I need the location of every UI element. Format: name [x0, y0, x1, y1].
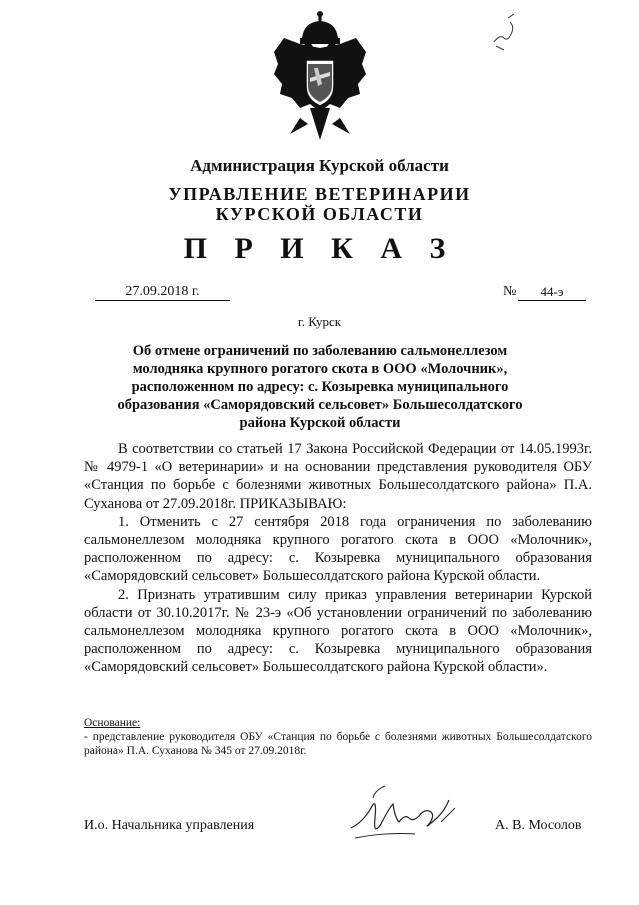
document-subject: Об отмене ограничений по заболеванию сальмонеллезом молодняка крупного рогатого скота в ООО «Молочник», расположенном по адресу: с. Козыревка муниципального образования «Саморядовский сельсовет» Большесолдатского района Курской области — [117, 343, 523, 431]
administration-title: Администрация Курской области — [190, 156, 449, 175]
handwritten-signature-icon — [345, 778, 465, 848]
document-date: 27.09.2018 г. — [95, 284, 230, 301]
basis-text: - представление руководителя ОБУ «Станция по борьбе с болезнями животных Большесолдатского района» П.А. Суханова № 345 от 27.09.2018г. — [84, 731, 592, 757]
basis-section — [84, 716, 592, 758]
department-title-line1: УПРАВЛЕНИЕ ВЕТЕРИНАРИИ — [168, 184, 471, 204]
body-paragraph-item-1: 1. Отменить с 27 сентября 2018 года ограничения по заболеванию сальмонеллезом молодняка крупного рогатого скота в ООО «Молочник», расположенном по адресу: с. Козыревка муниципального образования «Саморядовский сельсовет» Большесолдатского района Курской области. — [84, 513, 592, 585]
document-number: 44-э — [518, 284, 586, 301]
document-body — [84, 440, 592, 677]
coat-of-arms-icon — [270, 8, 370, 143]
document-type-heading: П Р И К А З — [183, 232, 456, 265]
number-sign: № — [503, 284, 517, 299]
body-paragraph-item-2: 2. Признать утратившим силу приказ управления ветеринарии Курской области от 30.10.2017г. № 23-э «Об установлении ограничений по заболеванию сальмонеллезом молодняка крупного рогатого скота в ООО «Молочник», расположенном по адресу: с. Козыревка муниципального образования «Саморядовский сельсовет» Большесолдатского района Курской области». — [84, 586, 592, 676]
handwritten-mark-icon — [490, 12, 520, 52]
signer-name: А. В. Мосолов — [495, 818, 582, 833]
signer-position: И.о. Начальника управления — [84, 818, 255, 833]
department-title-line2: КУРСКОЙ ОБЛАСТИ — [215, 204, 424, 224]
body-paragraph-preamble: В соответствии со статьей 17 Закона Российской Федерации от 14.05.1993г. № 4979-1 «О ветеринарии» и на основании представления руководителя ОБУ «Станция по борьбе с болезнями животных Большесолдатского района» П.А. Суханова от 27.09.2018г. ПРИКАЗЫВАЮ: — [84, 441, 592, 512]
basis-title: Основание: — [84, 717, 141, 729]
document-city: г. Курск — [297, 314, 342, 329]
